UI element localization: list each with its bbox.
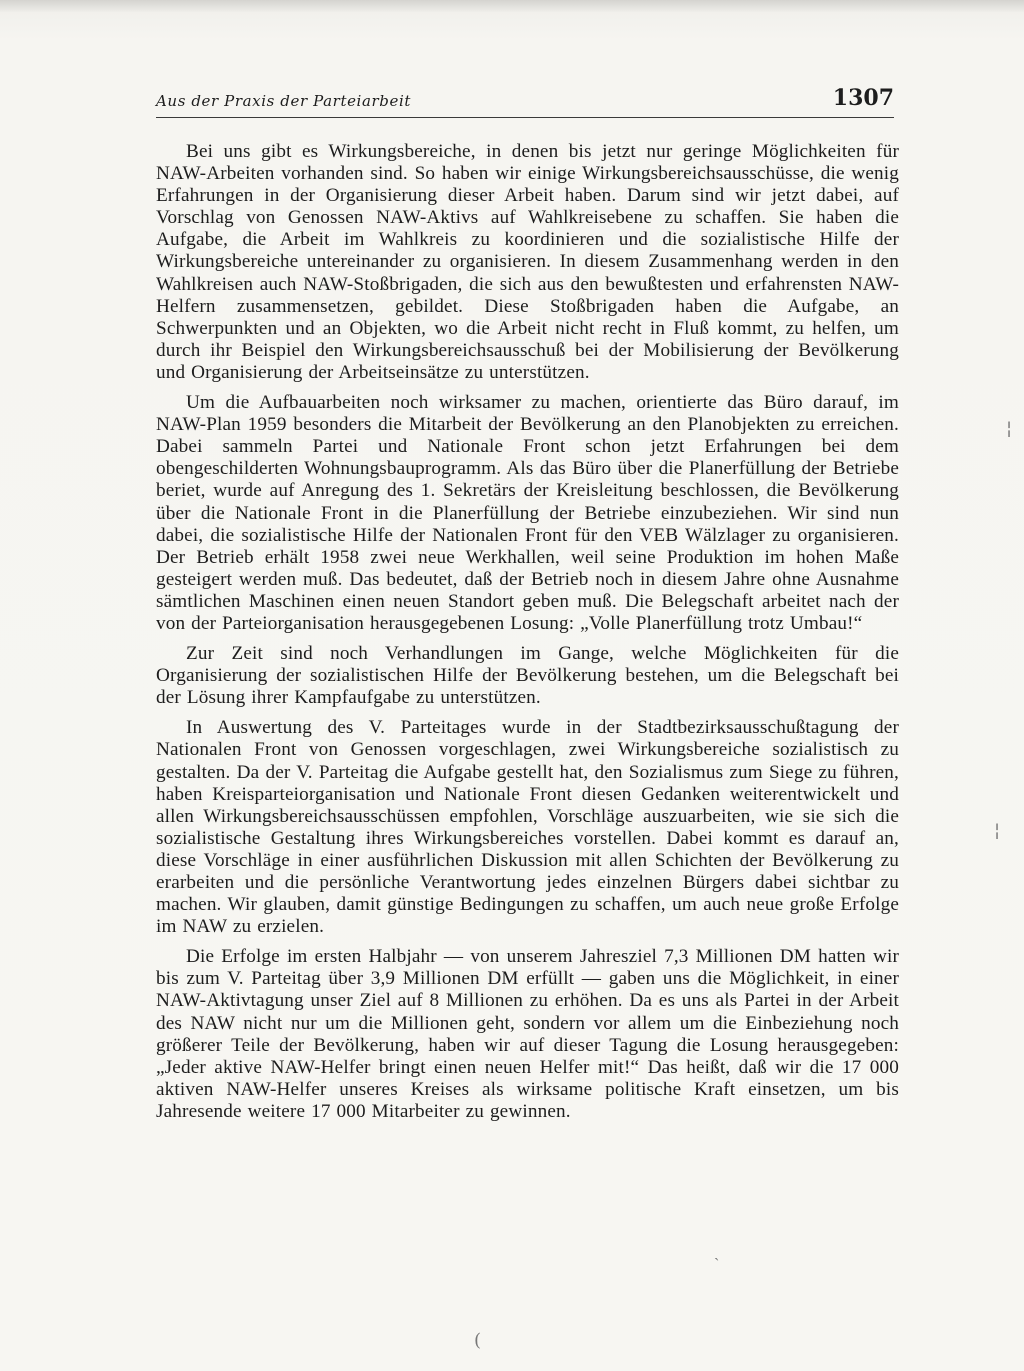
page-scan-edge [0,0,1024,12]
paragraph-aufbauarbeiten: Um die Aufbauarbeiten noch wirksamer zu machen, orientierte das Büro darauf, im NAW-Plan 1959 besonders die Mitarbeit der Bevölkerung an den Planobjekten zu erreichen. Dabei sammeln Partei und Nationale Front schon jetzt Erfahrungen bei dem obengeschilderten Wohnungsbauprogramm. Als das Büro über die Planerfüllung der Betriebe beriet, wurde auf Anregung des 1. Sekretärs der Kreisleitung beschlossen, die Bevölkerung über die Nationale Front in die Planerfüllung der Betriebe einzubeziehen. Wir sind nun dabei, die sozialistische Hilfe der Nationalen Front für den VEB Wälzlager zu organisieren. Der Betrieb erhält 1958 zwei neue Werkhallen, weil seine Produktion im hohen Maße gesteigert werden muß. Das bedeutet, daß der Betrieb noch in diesem Jahre ohne Ausnahme sämtlichen Maschinen einen neuen Standort geben muß. Die Belegschaft arbeitet nach der von der Parteiorganisation herausgegebenen Losung: „Volle Planerfüllung trotz Umbau!“ [156,392,899,634]
paragraph-auswertung-parteitag: In Auswertung des V. Parteitages wurde in der Stadtbezirksausschußtagung der Nationalen Front von Genossen vorgeschlagen, zwei Wirkungsbereiche sozialistisch zu gestalten. Da der V. Parteitag die Aufgabe gestellt hat, den Sozialismus zum Siege zu führen, haben Kreisparteiorganisation und Nationale Front diesen Gedanken weiterentwickelt und allen Wirkungsbereichsausschüssen empfohlen, Vorschläge auszuarbeiten, wie sie sich die sozialistische Gestaltung ihres Wirkungsbereiches vorstellen. Dabei kommt es darauf an, diese Vorschläge in einer ausführlichen Diskussion mit allen Schichten der Bevölkerung zu erarbeiten und die persönliche Verantwortung jedes einzelnen Bürgers dabei sichtbar zu machen. Wir glauben, damit günstige Bedingungen zu schaffen, um auch neue große Erfolge im NAW zu erzielen. [156,717,899,938]
scan-mark-bottom: ( [474,1330,482,1351]
running-header [156,84,904,118]
running-title: Aus der Praxis der Parteiarbeit [156,92,411,110]
paragraph-erfolge-halbjahr: Die Erfolge im ersten Halbjahr — von unserem Jahresziel 7,3 Millionen DM hatten wir bis zum V. Parteitag über 3,9 Millionen DM erfüllt — gaben uns die Möglichkeit, in einer NAW-Aktivtagung unser Ziel auf 8 Millionen zu erhöhen. Da es uns als Partei in der Arbeit des NAW nicht nur um die Millionen geht, sondern vor allem um die Einbeziehung noch größerer Teile der Bevölkerung, haben wir auf dieser Tagung die Losung herausgegeben: „Jeder aktive NAW-Helfer bringt einen neuen Helfer mit!“ Das heißt, daß wir die 17 000 aktiven NAW-Helfer unseres Kreises als wirksame politische Kraft einsetzen, um bis Jahresende weitere 17 000 Mitarbeiter zu gewinnen. [156,946,899,1122]
paragraph-verhandlungen: Zur Zeit sind noch Verhandlungen im Gange, welche Möglichkeiten für die Organisierung der sozialistischen Hilfe der Bevölkerung bestehen, um die Belegschaft bei der Lösung ihrer Kampfaufgabe zu unterstützen. [156,643,899,709]
article-body [156,141,899,1131]
scan-mark-right-lower: ¦ [994,820,1001,841]
page-number: 1307 [832,85,894,111]
header-rule [156,117,894,118]
paragraph-wirkungsbereiche: Bei uns gibt es Wirkungsbereiche, in denen bis jetzt nur geringe Möglichkeiten für NAW-Arbeiten vorhanden sind. So haben wir einige Wirkungsbereichsausschüsse, die wenig Erfahrungen in der Organisierung dieser Arbeit haben. Darum sind wir jetzt dabei, auf Vorschlag von Genossen NAW-Aktivs auf Wahlkreisebene zu schaffen. Sie haben die Aufgabe, die Arbeit im Wahlkreis zu koordinieren und die sozialistische Hilfe der Wirkungsbereiche untereinander zu organisieren. In diesem Zusammenhang werden in den Wahlkreisen auch NAW-Stoßbrigaden, die sich aus den bewußtesten und erfahrensten NAW-Helfern zusammensetzen, gebildet. Diese Stoßbrigaden haben die Aufgabe, an Schwerpunkten und an Objekten, wo die Arbeit nicht recht in Fluß kommt, zu helfen, um durch ihr Beispiel den Wirkungsbereichsausschuß bei der Mobilisierung der Bevölkerung und Organisierung der Arbeitseinsätze zu unterstützen. [156,141,899,383]
scan-mark-footer: ˎ [714,1242,720,1261]
scan-mark-right: ¦ [1006,418,1013,439]
